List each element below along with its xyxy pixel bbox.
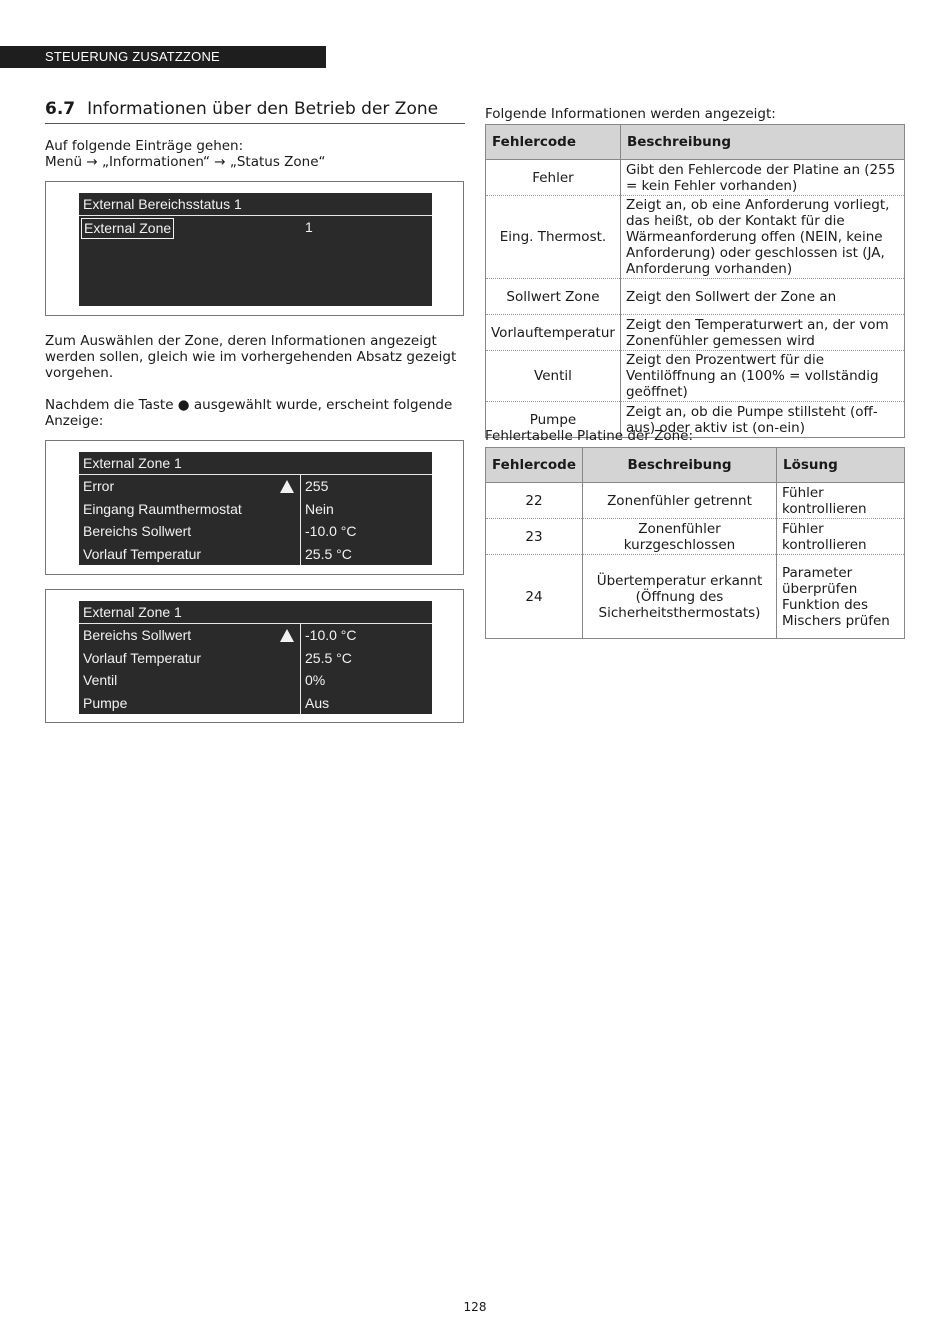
lcd-screen-1 bbox=[79, 193, 432, 306]
lcd-label: Vorlauf Temperatur bbox=[83, 649, 202, 666]
intro-line-2: Menü → „Informationen“ → „Status Zone“ bbox=[45, 154, 326, 170]
lcd-row bbox=[79, 475, 432, 498]
section-header-label: STEUERUNG ZUSATZZONE bbox=[45, 49, 220, 64]
lcd-value: 255 bbox=[305, 478, 329, 494]
code-cell: Vorlauftemperatur bbox=[486, 315, 621, 351]
paragraph-select-zone: Zum Auswählen der Zone, deren Informationen angezeigt werden sollen, gleich wie im vorhergehenden Absatz gezeigt vorgehen. bbox=[45, 333, 457, 381]
code-cell: Eing. Thermost. bbox=[486, 196, 621, 279]
lcd-label: Error bbox=[83, 478, 115, 494]
lcd-value: 25.5 °C bbox=[305, 649, 352, 666]
lcd-screen-3 bbox=[79, 601, 432, 714]
table-row bbox=[486, 483, 905, 519]
lcd-label: Pumpe bbox=[83, 694, 128, 711]
table-header-row bbox=[486, 448, 905, 483]
solution-cell: Fühler kontrollieren bbox=[776, 519, 904, 555]
description-cell: Zeigt den Temperaturwert an, der vom Zonenfühler gemessen wird bbox=[620, 315, 904, 351]
paragraph-after-key: Nachdem die Taste ● ausgewählt wurde, erscheint folgende Anzeige: bbox=[45, 397, 453, 429]
lcd-value: -10.0 °C bbox=[305, 627, 357, 643]
lcd-label: Eingang Raumthermostat bbox=[83, 500, 242, 517]
intro-line-1: Auf folgende Einträge gehen: bbox=[45, 138, 244, 154]
display-frame-3 bbox=[45, 589, 464, 723]
section-header-bar bbox=[0, 46, 326, 68]
description-cell: Übertemperatur erkannt (Öffnung des Sicherheitsthermostats) bbox=[582, 555, 776, 639]
lcd-screen-2 bbox=[79, 452, 432, 565]
table-row bbox=[486, 160, 905, 196]
solution-cell: Parameter überprüfen Funktion des Mischers prüfen bbox=[776, 555, 904, 639]
table-row bbox=[486, 279, 905, 315]
code-cell: Pumpe bbox=[486, 402, 621, 438]
description-cell: Zeigt an, ob die Pumpe stillsteht (off-aus) oder aktiv ist (on-ein) bbox=[620, 402, 904, 438]
lcd-label: Bereichs Sollwert bbox=[83, 627, 192, 643]
lcd-title: External Zone 1 bbox=[79, 601, 432, 624]
lcd-row bbox=[79, 692, 432, 715]
lcd-value: Nein bbox=[305, 500, 334, 517]
intro-text bbox=[45, 138, 465, 170]
code-cell: Sollwert Zone bbox=[486, 279, 621, 315]
lcd-row bbox=[79, 216, 432, 239]
code-cell: 24 bbox=[486, 555, 583, 639]
lcd-label: Ventil bbox=[83, 672, 118, 688]
code-cell: Ventil bbox=[486, 351, 621, 402]
column-header: Beschreibung bbox=[620, 125, 904, 160]
code-cell: 23 bbox=[486, 519, 583, 555]
lcd-value: -10.0 °C bbox=[305, 523, 357, 539]
display-frame-1 bbox=[45, 181, 464, 316]
lcd-label: Bereichs Sollwert bbox=[83, 523, 192, 539]
column-header: Beschreibung bbox=[582, 448, 776, 483]
table-row bbox=[486, 351, 905, 402]
description-cell: Zeigt den Prozentwert für die Ventilöffnung an (100% = vollständig geöffnet) bbox=[620, 351, 904, 402]
lcd-row bbox=[79, 498, 432, 521]
info-table-caption: Folgende Informationen werden angezeigt: bbox=[485, 106, 776, 122]
description-cell: Zeigt an, ob eine Anforderung vorliegt, das heißt, ob der Kontakt für die Wärmeanforderung offen (NEIN, keine Anforderung) oder geschlossen ist (JA, Anforderung vorhanden) bbox=[620, 196, 904, 279]
column-header: Fehlercode bbox=[486, 448, 583, 483]
lcd-row bbox=[79, 624, 432, 647]
lcd-row bbox=[79, 647, 432, 670]
display-frame-2 bbox=[45, 440, 464, 575]
section-number: 6.7 bbox=[45, 99, 76, 119]
lcd-value: 0% bbox=[305, 672, 326, 688]
description-cell: Zonenfühler kurzgeschlossen bbox=[582, 519, 776, 555]
lcd-title: External Zone 1 bbox=[79, 452, 432, 475]
lcd-value: 25.5 °C bbox=[305, 545, 352, 562]
table-row bbox=[486, 315, 905, 351]
error-table bbox=[485, 447, 905, 639]
lcd-value: Aus bbox=[305, 694, 330, 711]
table-row bbox=[486, 196, 905, 279]
table-header-row bbox=[486, 125, 905, 160]
description-cell: Zonenfühler getrennt bbox=[582, 483, 776, 519]
lcd-row bbox=[79, 543, 432, 566]
lcd-row bbox=[79, 520, 432, 543]
lcd-row bbox=[79, 669, 432, 692]
scroll-up-triangle-icon bbox=[280, 480, 294, 493]
lcd-label: Vorlauf Temperatur bbox=[83, 545, 202, 562]
scroll-up-triangle-icon bbox=[280, 629, 294, 642]
table-row bbox=[486, 555, 905, 639]
section-title bbox=[45, 99, 465, 124]
solution-cell: Fühler kontrollieren bbox=[776, 483, 904, 519]
lcd-selected-item: External Zone bbox=[81, 218, 174, 239]
column-header: Lösung bbox=[776, 448, 904, 483]
column-header: Fehlercode bbox=[486, 125, 621, 160]
error-table-caption: Fehlertabelle Platine der Zone: bbox=[485, 428, 694, 444]
code-cell: 22 bbox=[486, 483, 583, 519]
info-table bbox=[485, 124, 905, 438]
description-cell: Gibt den Fehlercode der Platine an (255 = kein Fehler vorhanden) bbox=[620, 160, 904, 196]
description-cell: Zeigt den Sollwert der Zone an bbox=[620, 279, 904, 315]
lcd-title: External Bereichsstatus 1 bbox=[79, 193, 432, 216]
table-row bbox=[486, 519, 905, 555]
code-cell: Fehler bbox=[486, 160, 621, 196]
lcd-value: 1 bbox=[305, 219, 313, 235]
page-number: 128 bbox=[463, 1300, 487, 1314]
section-title-text: Informationen über den Betrieb der Zone bbox=[87, 99, 439, 119]
